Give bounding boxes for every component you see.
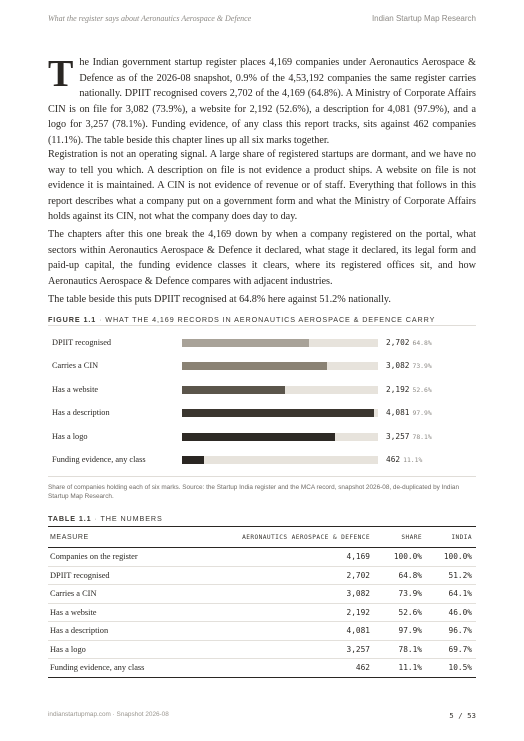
bar-row xyxy=(48,358,476,374)
bar xyxy=(182,409,374,417)
bar-row xyxy=(48,382,476,398)
cell-measure: Has a website xyxy=(48,603,198,622)
bar-track xyxy=(182,386,378,394)
bar-label: Has a description xyxy=(52,408,110,418)
figure-source-note: Share of companies holding each of six marks. Source: the Startup India register and the MCA record, snapshot 2026-08, de-duplicated by Indian Startup Map Research. xyxy=(48,484,460,500)
cell-india: 69.7% xyxy=(426,640,476,659)
bar-percent: 97.9% xyxy=(412,409,432,418)
table-number: TABLE 1.1 xyxy=(48,514,92,523)
bar-count-label xyxy=(386,361,432,370)
intro-paragraph-text: he Indian government startup register places 4,169 companies under Aeronautics Aerospace & Defence as of the 2026-08 snapshot, 0.9% of the 4,53,192 companies the same register carries nationally. DPIIT recognised covers 2,702 of the 4,169 (64.8%). A Ministry of Corporate Affairs CIN is on file for 3,082 (73.9%), a website for 2,192 (52.6%), a description for 4,081 (97.9%), and a logo for 3,257 (78.1%). Funding evidence, of any class this report tracks, sits against 462 companies (11.1%). The table beside this chapter lines up all six marks together. xyxy=(48,57,476,146)
table-row xyxy=(48,585,476,604)
comparison-paragraph: The table beside this puts DPIIT recognised at 64.8% here against 51.2% nationally. xyxy=(48,294,391,305)
cell-measure: Carries a CIN xyxy=(48,585,198,604)
bar-track xyxy=(182,409,378,417)
bar-count-label xyxy=(386,455,422,464)
cell-count: 462 xyxy=(355,663,370,673)
cell-share: 100.0% xyxy=(374,548,426,567)
cell-count: 4,081 xyxy=(198,622,374,641)
cell-india: 51.2% xyxy=(426,566,476,585)
cell-share: 73.9% xyxy=(374,585,426,604)
caveat-paragraph: Registration is not an operating signal. A large share of registered startups are dormant, and we have no way to tell you which. A description on file is not evidence a product ships. A website on file is not evidence it is maintained. A CIN is not evidence of revenue or of staff. Everything that follows in this report describes what a company put on a government form and what the Ministry of Corporate Affairs holds against its CIN, not what the company does day to day. xyxy=(48,149,476,223)
cell-count: 2,192 xyxy=(198,603,374,622)
cell-india: 46.0% xyxy=(426,603,476,622)
table-header-row xyxy=(48,527,476,548)
bar-label: Carries a CIN xyxy=(52,361,99,371)
bar-count: 462 xyxy=(386,455,401,464)
bar-row xyxy=(48,405,476,421)
numbers-table xyxy=(48,526,476,678)
bar-row xyxy=(48,452,476,468)
bar-percent: 11.1% xyxy=(403,456,423,464)
cell-count: 3,257 xyxy=(198,640,374,659)
cell-share: 64.8% xyxy=(374,566,426,585)
cell-share: 52.6% xyxy=(374,603,426,622)
table-caption xyxy=(48,514,163,523)
table-separator: · xyxy=(94,514,98,523)
bar-label: Has a logo xyxy=(52,431,88,441)
bar xyxy=(182,433,335,441)
cell-measure: Funding evidence, any class xyxy=(50,663,145,673)
running-header xyxy=(48,14,476,23)
cell-measure: DPIIT recognised xyxy=(48,566,198,585)
bar-count: 3,257 xyxy=(386,431,410,441)
figure-number: FIGURE 1.1 xyxy=(48,315,97,324)
cell-india: 100.0% xyxy=(426,548,476,567)
bar-percent: 64.8% xyxy=(412,339,432,347)
bar-count-label xyxy=(386,432,432,441)
bar-percent: 73.9% xyxy=(412,362,432,371)
table-row xyxy=(48,603,476,622)
bar xyxy=(182,386,285,394)
cell-share: 78.1% xyxy=(374,640,426,659)
bar xyxy=(182,456,204,464)
bar-track xyxy=(182,339,378,347)
footer-site: indianstartupmap.com · Snapshot 2026-08 xyxy=(48,711,169,718)
page-number: 5 / 53 xyxy=(449,711,476,720)
cell-share: 11.1% xyxy=(398,663,422,673)
figure-title: WHAT THE 4,169 RECORDS IN AERONAUTICS AEROSPACE & DEFENCE CARRY xyxy=(105,315,436,324)
cell-count: 3,082 xyxy=(198,585,374,604)
cell-measure: Has a description xyxy=(48,622,198,641)
cell-count: 2,702 xyxy=(198,566,374,585)
cell-india: 10.5% xyxy=(448,663,472,673)
bar-percent: 52.6% xyxy=(412,385,432,394)
intro-paragraph xyxy=(48,55,476,149)
bar-count: 3,082 xyxy=(386,361,410,371)
page-footer xyxy=(48,711,476,720)
bar-percent: 78.1% xyxy=(412,432,432,441)
bar-count: 2,192 xyxy=(386,384,410,394)
cell-measure: Has a logo xyxy=(48,640,198,659)
bar xyxy=(182,339,309,347)
bar-label: DPIIT recognised xyxy=(52,338,112,347)
publication-name: Indian Startup Map Research xyxy=(371,14,476,23)
bar-count: 2,702 xyxy=(386,338,410,347)
bar-count-label xyxy=(386,338,432,347)
cell-india: 96.7% xyxy=(426,622,476,641)
bar-count-label xyxy=(386,408,432,417)
figure-caption xyxy=(48,315,476,324)
cell-measure: Companies on the register xyxy=(48,548,198,567)
bar-chart xyxy=(48,325,476,475)
bar-label: Has a website xyxy=(52,384,99,394)
cell-india: 64.1% xyxy=(426,585,476,604)
bar-label: Funding evidence, any class xyxy=(52,455,146,464)
column-header-share: SHARE xyxy=(374,527,426,548)
bar-track xyxy=(182,433,378,441)
figure-bottom-rule xyxy=(48,476,476,477)
bar-row xyxy=(48,429,476,445)
bar-row xyxy=(48,335,476,351)
chapter-title: What the register says about Aeronautics Aerospace & Defence xyxy=(48,14,252,23)
column-header-measure: MEASURE xyxy=(48,527,198,548)
table-row xyxy=(48,548,476,567)
bar xyxy=(182,362,327,370)
bar-count: 4,081 xyxy=(386,408,410,418)
table-row xyxy=(48,566,476,585)
bar-track xyxy=(182,362,378,370)
cell-share: 97.9% xyxy=(374,622,426,641)
table-row xyxy=(48,659,476,678)
drop-cap: T xyxy=(48,53,74,95)
column-header-india: INDIA xyxy=(426,527,476,548)
bar-count-label xyxy=(386,385,432,394)
table-title: THE NUMBERS xyxy=(100,514,163,523)
cell-count: 4,169 xyxy=(198,548,374,567)
column-header-industry: AERONAUTICS AEROSPACE & DEFENCE xyxy=(198,527,374,548)
bar-track xyxy=(182,456,378,464)
table-row xyxy=(48,640,476,659)
chapters-paragraph: The chapters after this one break the 4,169 down by when a company registered on the portal, what sectors within Aeronautics Aerospace & Defence it declared, what stage it declared, its legal form and paid-up capital, the funding evidence classes it clears, where its registered offices sit, and how Aeronautics Aerospace & Defence compares with adjacent industries. xyxy=(48,229,476,287)
table-row xyxy=(48,622,476,641)
figure-separator: · xyxy=(99,315,103,324)
